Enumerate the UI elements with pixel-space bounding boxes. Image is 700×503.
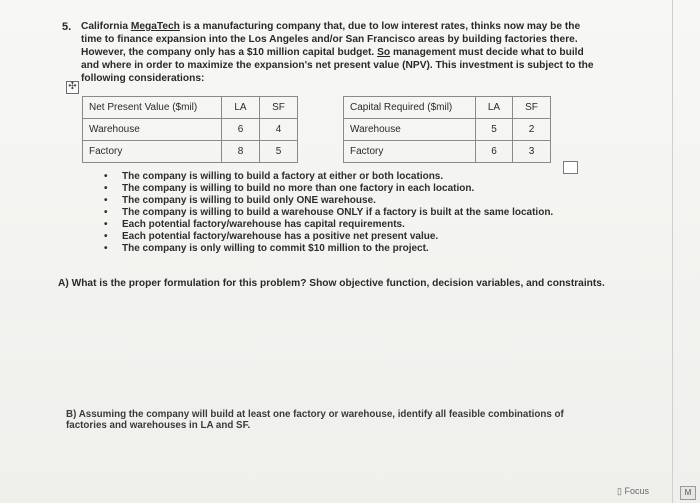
list-item: • Each potential factory/warehouse has capital requirements. [110, 219, 553, 231]
list-item: • The company is willing to build no more than one factory in each location. [110, 183, 553, 195]
table-cell: Warehouse [344, 119, 476, 141]
table-row [344, 119, 551, 141]
intro-line-4: and where in order to maximize the expansion's net present value (NPV). This investment is subject to the [81, 60, 594, 71]
question-a: A) What is the proper formulation for this problem? Show objective function, decision variables, and constraints. [58, 278, 605, 289]
capital-table [343, 96, 551, 163]
table-cell: 3 [513, 141, 551, 163]
table-cell: 5 [476, 119, 513, 141]
table-header-cell: LA [222, 97, 260, 119]
question-b-suffix: of [551, 409, 564, 420]
intro-so: So [377, 47, 391, 58]
table-cell: 4 [260, 119, 298, 141]
focus-button[interactable] [617, 486, 649, 497]
table-cell: 8 [222, 141, 260, 163]
intro-prefix: California [81, 21, 131, 32]
intro-line-1: is a manufacturing company that, due to low interest rates, thinks now may be the [179, 21, 581, 32]
table-row [83, 119, 298, 141]
table-cell: 6 [222, 119, 260, 141]
answer-checkbox[interactable] [563, 161, 578, 174]
list-item: • Each potential factory/warehouse has a positive net present value. [110, 231, 553, 243]
considerations-list [110, 171, 553, 255]
intro-line-3b: management must decide what to build [390, 47, 584, 58]
table-header-row [83, 97, 298, 119]
intro-line-3a: However, the company only has a $10 million capital budget. [81, 47, 378, 58]
table-cell: 6 [476, 141, 513, 163]
table-cell: 5 [260, 141, 298, 163]
problem-intro [81, 20, 601, 85]
question-b-prefix: B) Assuming the company will build at least one factory or warehouse, identify [66, 409, 436, 420]
intro-line-5: following considerations: [81, 73, 205, 84]
intro-line-2: time to finance expansion into the Los Angeles and/or San Francisco areas by building factories there. [81, 34, 578, 45]
question-b-line-2: factories and warehouses in LA and SF. [66, 420, 251, 431]
npv-table [82, 96, 298, 163]
focus-mode-icon[interactable]: M [680, 486, 696, 500]
company-name: MegaTech [130, 21, 180, 32]
table-header-cell: SF [260, 97, 298, 119]
list-item: • The company is only willing to commit $10 million to the project. [110, 243, 553, 255]
table-header-cell: SF [513, 97, 551, 119]
table-cell: 2 [513, 119, 551, 141]
table-row [344, 141, 551, 163]
table-header-cell: Capital Required ($mil) [344, 97, 476, 119]
problem-number: 5. [62, 21, 72, 33]
question-b-emphasis: all feasible combinations [435, 409, 552, 420]
table-cell: Factory [344, 141, 476, 163]
page-divider [672, 0, 673, 503]
table-header-cell: LA [476, 97, 513, 119]
list-item: • The company is willing to build a warehouse ONLY if a factory is built at the same location. [110, 207, 553, 219]
table-row [83, 141, 298, 163]
table-header-row [344, 97, 551, 119]
table-cell: Warehouse [83, 119, 222, 141]
focus-label: Focus [624, 486, 649, 496]
table-header-cell: Net Present Value ($mil) [83, 97, 222, 119]
list-item: • The company is willing to build a factory at either or both locations. [110, 171, 553, 183]
focus-icon: ▯ [617, 486, 622, 496]
table-cell: Factory [83, 141, 222, 163]
list-item: • The company is willing to build only ONE warehouse. [110, 195, 553, 207]
table-move-handle-icon[interactable]: ✣ [66, 81, 79, 94]
question-b [66, 409, 586, 431]
